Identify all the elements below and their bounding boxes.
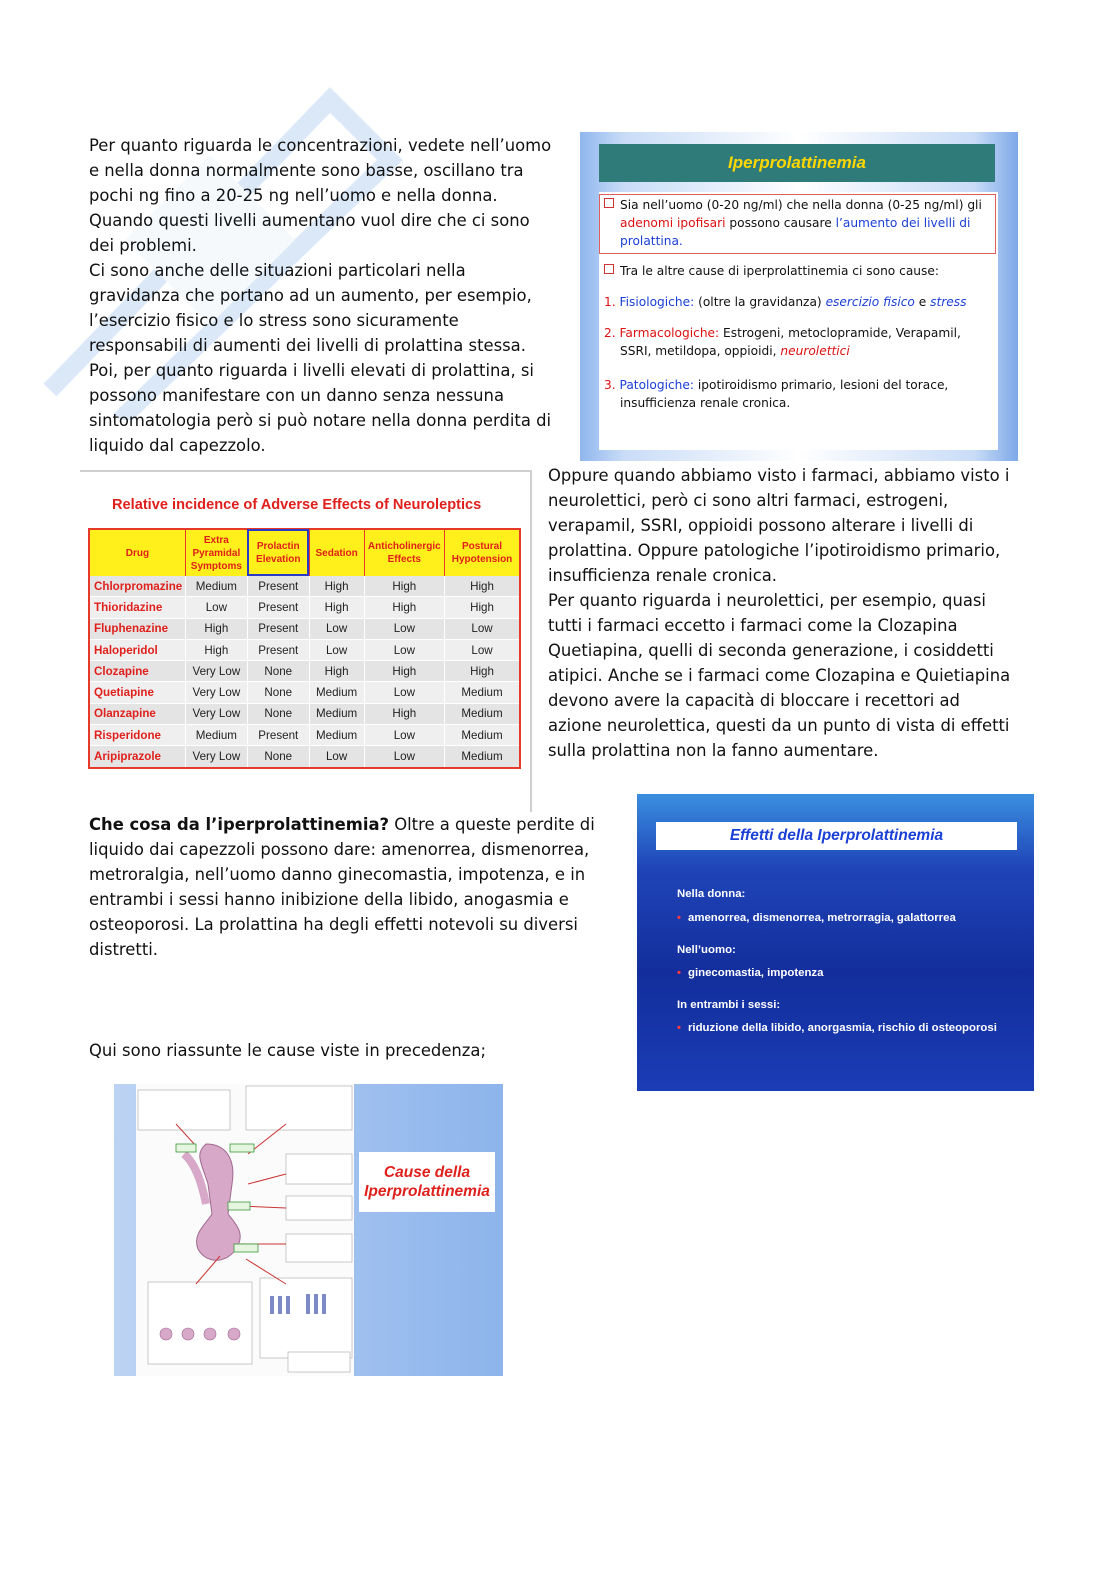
table-cell: High xyxy=(364,661,444,682)
table-cell: Low xyxy=(185,597,247,618)
drug-name-cell: Olanzapine xyxy=(89,703,185,724)
bullet-uomo: • ginecomastia, impotenza xyxy=(677,967,824,979)
table-cell: Medium xyxy=(445,703,520,724)
slide-title: Cause della Iperprolattinemia xyxy=(359,1152,495,1212)
drug-name-cell: Quetiapine xyxy=(89,682,185,703)
table-row xyxy=(89,682,520,703)
table-cell: Present xyxy=(247,618,309,639)
pituitary-diagram xyxy=(136,1084,354,1376)
intro-paragraph: Per quanto riguarda le concentrazioni, vedete nell’uomo e nella donna normalmente sono basse, oscillano tra pochi ng fino a 20-25 ng nell’uomo e nella donna. Quando questi livelli aumentano vuol dire che ci sono dei problemi. Ci sono anche delle situazioni particolari nella gravidanza che portano ad un aumento, per esempio, l’esercizio fisico e lo stress sono sicuramente responsabili di aumenti dei livelli di prolattina stessa. Poi, per quanto riguarda i livelli elevati di prolattina, si possono manifestare con un danno senza nessuna sintomatologia però si può notare nella donna perdita di liquido dal capezzolo. xyxy=(89,136,552,455)
effects-paragraph: Che cosa da l’iperprolattinemia? Oltre a queste perdite di liquido dai capezzoli possono dare: amenorrea, dismenorrea, metroralgia, nell’uomo danno ginecomastia, impotenza, e in entrambi i sessi hanno inibizione della libido, anogasmia e osteoporosi. La prolattina ha degli effetti notevoli su diversi distretti. xyxy=(89,815,595,959)
effects-question: Che cosa da l’iperprolattinemia? xyxy=(89,815,390,834)
table-cell: High xyxy=(445,576,520,597)
slide-effetti xyxy=(637,794,1034,1091)
group-heading-donna: Nella donna: xyxy=(677,888,746,900)
table-cell: Low xyxy=(309,618,364,639)
table-cell: Low xyxy=(309,639,364,660)
cause-patologiche: 3. Patologiche: ipotiroidismo primario, lesioni del torace, insufficienza renale cronica. xyxy=(604,378,949,410)
table-cell: Low xyxy=(364,618,444,639)
header-prolactin: Prolactin Elevation xyxy=(247,529,309,576)
bullet-donna: • amenorrea, dismenorrea, metrorragia, galattorrea xyxy=(677,912,956,924)
table-row xyxy=(89,597,520,618)
table-cell: None xyxy=(247,661,309,682)
table-cell: Very Low xyxy=(185,661,247,682)
drug-name-cell: Fluphenazine xyxy=(89,618,185,639)
cause-farmacologiche: 2. Farmacologiche: Estrogeni, metoclopramide, Verapamil, SSRI, metildopa, oppioidi, neurolettici xyxy=(604,326,961,358)
table-cell: Present xyxy=(247,639,309,660)
slide-title: Iperprolattinemia xyxy=(599,144,995,182)
table-cell: High xyxy=(364,597,444,618)
group-heading-uomo: Nell’uomo: xyxy=(677,944,736,956)
table-cell: Medium xyxy=(445,725,520,746)
table-cell: Low xyxy=(445,618,520,639)
table-cell: High xyxy=(364,703,444,724)
table-header-row xyxy=(89,529,520,576)
slide-iperprolattinemia xyxy=(580,132,1018,461)
table-cell: Medium xyxy=(445,746,520,768)
table-cell: Low xyxy=(364,725,444,746)
header-anticholinergic: Anticholinergic Effects xyxy=(364,529,444,576)
table-cell: Medium xyxy=(309,703,364,724)
table-row xyxy=(89,725,520,746)
table-cell: None xyxy=(247,682,309,703)
bullet-adenomi: Sia nell’uomo (0-20 ng/ml) che nella donna (0-25 ng/ml) gli adenomi ipofisari possono causare l’aumento dei livelli di prolattina. xyxy=(604,196,994,250)
header-drug: Drug xyxy=(89,529,185,576)
drug-name-cell: Haloperidol xyxy=(89,639,185,660)
adverse-effects-table xyxy=(88,528,521,769)
table-cell: Low xyxy=(364,639,444,660)
header-sedation: Sedation xyxy=(309,529,364,576)
table-cell: Very Low xyxy=(185,746,247,768)
drug-name-cell: Chlorpromazine xyxy=(89,576,185,597)
table-cell: Present xyxy=(247,576,309,597)
table-cell: Low xyxy=(364,682,444,703)
table-cell: Medium xyxy=(445,682,520,703)
table-cell: None xyxy=(247,703,309,724)
header-eps: Extra Pyramidal Symptoms xyxy=(185,529,247,576)
slide-cause xyxy=(114,1084,503,1376)
summary-line: Qui sono riassunte le cause viste in precedenza; xyxy=(89,1041,486,1060)
table-row xyxy=(89,661,520,682)
table-cell: High xyxy=(445,597,520,618)
table-cell: Medium xyxy=(185,576,247,597)
table-cell: Medium xyxy=(309,725,364,746)
table-cell: Very Low xyxy=(185,703,247,724)
table-row xyxy=(89,703,520,724)
square-bullet-icon xyxy=(604,198,614,208)
cause-fisiologiche: 1. Fisiologiche: (oltre la gravidanza) esercizio fisico e stress xyxy=(604,295,967,309)
drug-name-cell: Aripiprazole xyxy=(89,746,185,768)
drug-name-cell: Risperidone xyxy=(89,725,185,746)
neuroleptics-paragraph: Oppure quando abbiamo visto i farmaci, abbiamo visto i neurolettici, però ci sono altri farmaci, estrogeni, verapamil, SSRI, oppioidi possono alterare i livelli di prolattina. Oppure patologiche l’ipotiroidismo primario, insufficienza renale cronica. Per quanto riguarda i neurolettici, per esempio, quasi tutti i farmaci eccetto i farmaci come la Clozapina Quetiapina, quelli di seconda generazione, i cosiddetti atipici. Anche se i farmaci come Clozapina e Quietiapina devono avere la capacità di bloccare i recettori ad azione neurolettica, questi da un punto di vista di effetti sulla prolattina non la fanno aumentare. xyxy=(548,466,1011,760)
table-cell: Low xyxy=(309,746,364,768)
table-cell: None xyxy=(247,746,309,768)
table-cell: Present xyxy=(247,597,309,618)
table-cell: High xyxy=(185,618,247,639)
table-cell: High xyxy=(185,639,247,660)
table-cell: High xyxy=(309,597,364,618)
table-row xyxy=(89,746,520,768)
table-cell: Low xyxy=(364,746,444,768)
group-heading-entrambi: In entrambi i sessi: xyxy=(677,999,781,1011)
table-title: Relative incidence of Adverse Effects of Neuroleptics xyxy=(112,497,482,513)
table-cell: Very Low xyxy=(185,682,247,703)
table-cell: Present xyxy=(247,725,309,746)
table-cell: High xyxy=(309,661,364,682)
table-cell: High xyxy=(364,576,444,597)
table-cell: High xyxy=(309,576,364,597)
table-row xyxy=(89,618,520,639)
bullet-altre-cause: Tra le altre cause di iperprolattinemia ci sono cause: xyxy=(604,262,994,280)
table-cell: High xyxy=(445,661,520,682)
table-cell: Medium xyxy=(185,725,247,746)
drug-name-cell: Thioridazine xyxy=(89,597,185,618)
table-row xyxy=(89,576,520,597)
table-cell: Medium xyxy=(309,682,364,703)
bullet-entrambi: • riduzione della libido, anorgasmia, rischio di osteoporosi xyxy=(677,1022,997,1034)
square-bullet-icon xyxy=(604,264,614,274)
slide-title: Effetti della Iperprolattinemia xyxy=(656,822,1017,850)
table-row xyxy=(89,639,520,660)
drug-name-cell: Clozapine xyxy=(89,661,185,682)
header-hypotension: Postural Hypotension xyxy=(445,529,520,576)
table-cell: Low xyxy=(445,639,520,660)
